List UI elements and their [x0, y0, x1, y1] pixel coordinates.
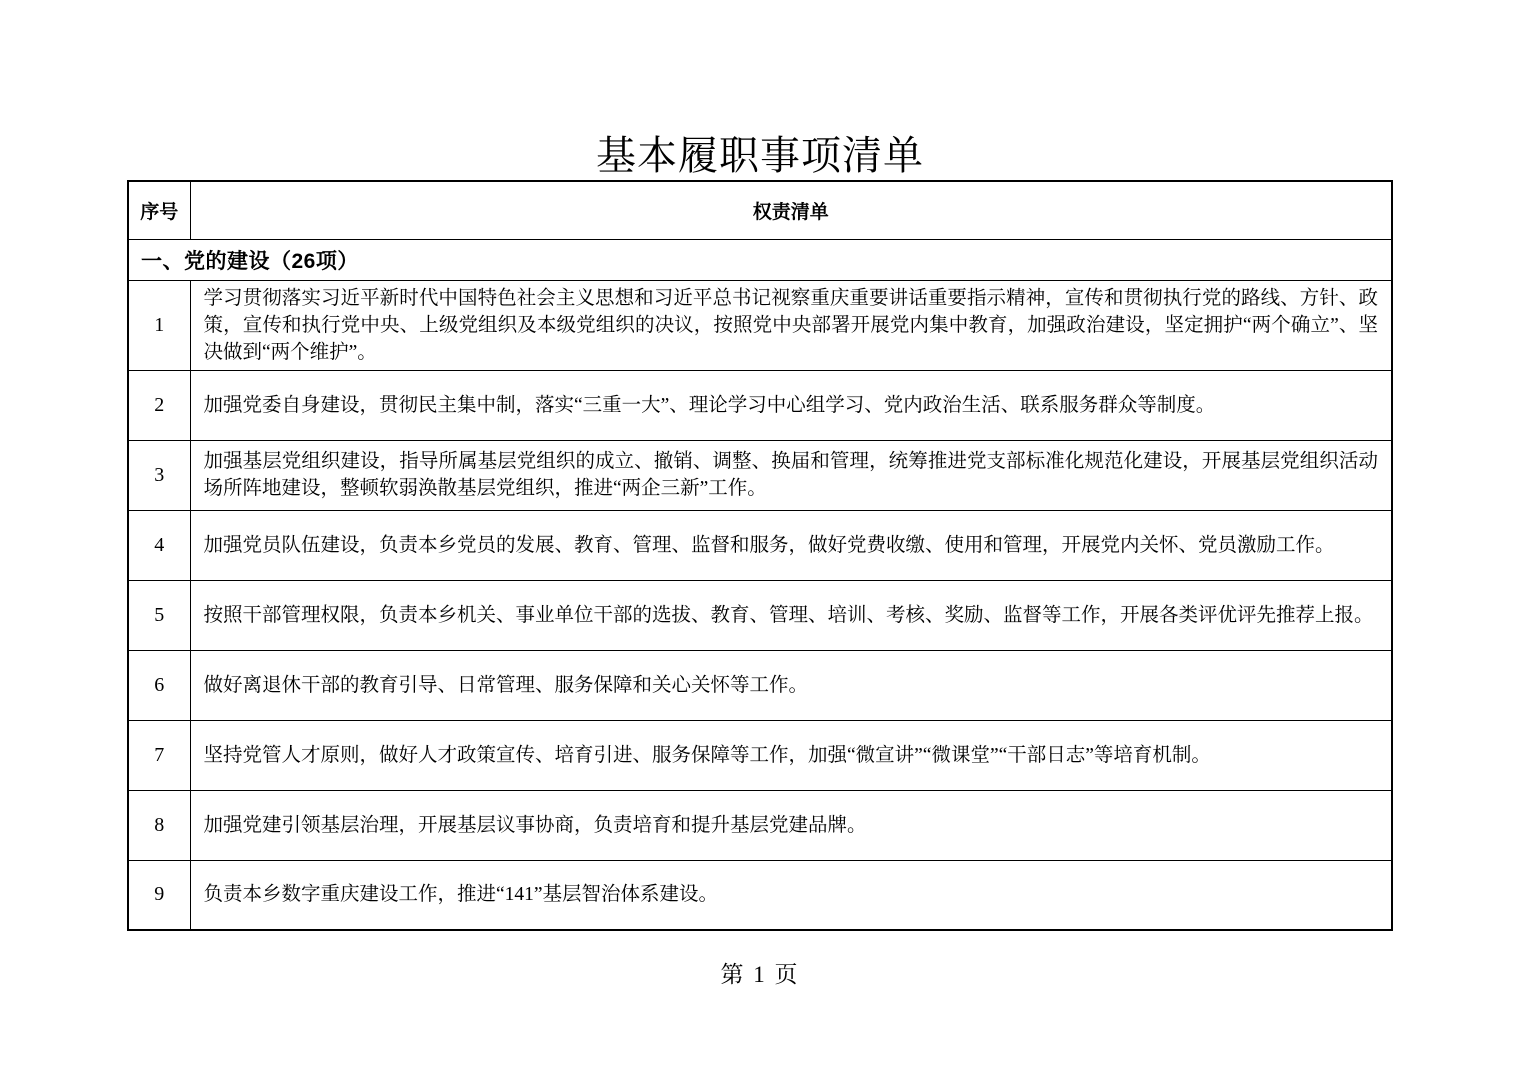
row-text: 加强党委自身建设，贯彻民主集中制，落实“三重一大”、理论学习中心组学习、党内政治生活、联系服务群众等制度。	[190, 370, 1392, 440]
row-text: 加强基层党组织建设，指导所属基层党组织的成立、撤销、调整、换届和管理，统筹推进党支部标准化规范化建设，开展基层党组织活动场所阵地建设，整顿软弱涣散基层党组织，推进“两企三新”工作。	[190, 440, 1392, 510]
row-number: 6	[128, 650, 190, 720]
column-header-duties: 权责清单	[190, 181, 1392, 239]
row-text: 学习贯彻落实习近平新时代中国特色社会主义思想和习近平总书记视察重庆重要讲话重要指示精神，宣传和贯彻执行党的路线、方针、政策，宣传和执行党中央、上级党组织及本级党组织的决议，按照党中央部署开展党内集中教育，加强政治建设，坚定拥护“两个确立”、坚决做到“两个维护”。	[190, 280, 1392, 370]
page-title: 基本履职事项清单	[596, 133, 924, 178]
row-text: 加强党建引领基层治理，开展基层议事协商，负责培育和提升基层党建品牌。	[190, 790, 1392, 860]
row-number: 7	[128, 720, 190, 790]
table-row	[128, 580, 1392, 650]
row-number: 5	[128, 580, 190, 650]
table-row	[128, 280, 1392, 370]
table-row	[128, 440, 1392, 510]
row-number: 9	[128, 860, 190, 930]
table-row	[128, 790, 1392, 860]
table-row	[128, 510, 1392, 580]
row-text: 做好离退休干部的教育引导、日常管理、服务保障和关心关怀等工作。	[190, 650, 1392, 720]
row-text: 负责本乡数字重庆建设工作，推进“141”基层智治体系建设。	[190, 860, 1392, 930]
table-row	[128, 370, 1392, 440]
duty-table	[127, 180, 1393, 931]
row-text: 加强党员队伍建设，负责本乡党员的发展、教育、管理、监督和服务，做好党费收缴、使用和管理，开展党内关怀、党员激励工作。	[190, 510, 1392, 580]
row-number: 3	[128, 440, 190, 510]
column-header-index: 序号	[128, 181, 190, 239]
table-row	[128, 650, 1392, 720]
row-number: 8	[128, 790, 190, 860]
section-header-row	[128, 239, 1392, 280]
row-number: 4	[128, 510, 190, 580]
row-number: 2	[128, 370, 190, 440]
page-footer: 第 1 页	[720, 962, 800, 987]
table-header-row	[128, 181, 1392, 239]
row-number: 1	[128, 280, 190, 370]
table-row	[128, 860, 1392, 930]
row-text: 坚持党管人才原则，做好人才政策宣传、培育引进、服务保障等工作，加强“微宣讲”“微课堂”“干部日志”等培育机制。	[190, 720, 1392, 790]
row-text: 按照干部管理权限，负责本乡机关、事业单位干部的选拔、教育、管理、培训、考核、奖励、监督等工作，开展各类评优评先推荐上报。	[190, 580, 1392, 650]
section-header: 一、党的建设（26项）	[128, 239, 1392, 280]
table-row	[128, 720, 1392, 790]
